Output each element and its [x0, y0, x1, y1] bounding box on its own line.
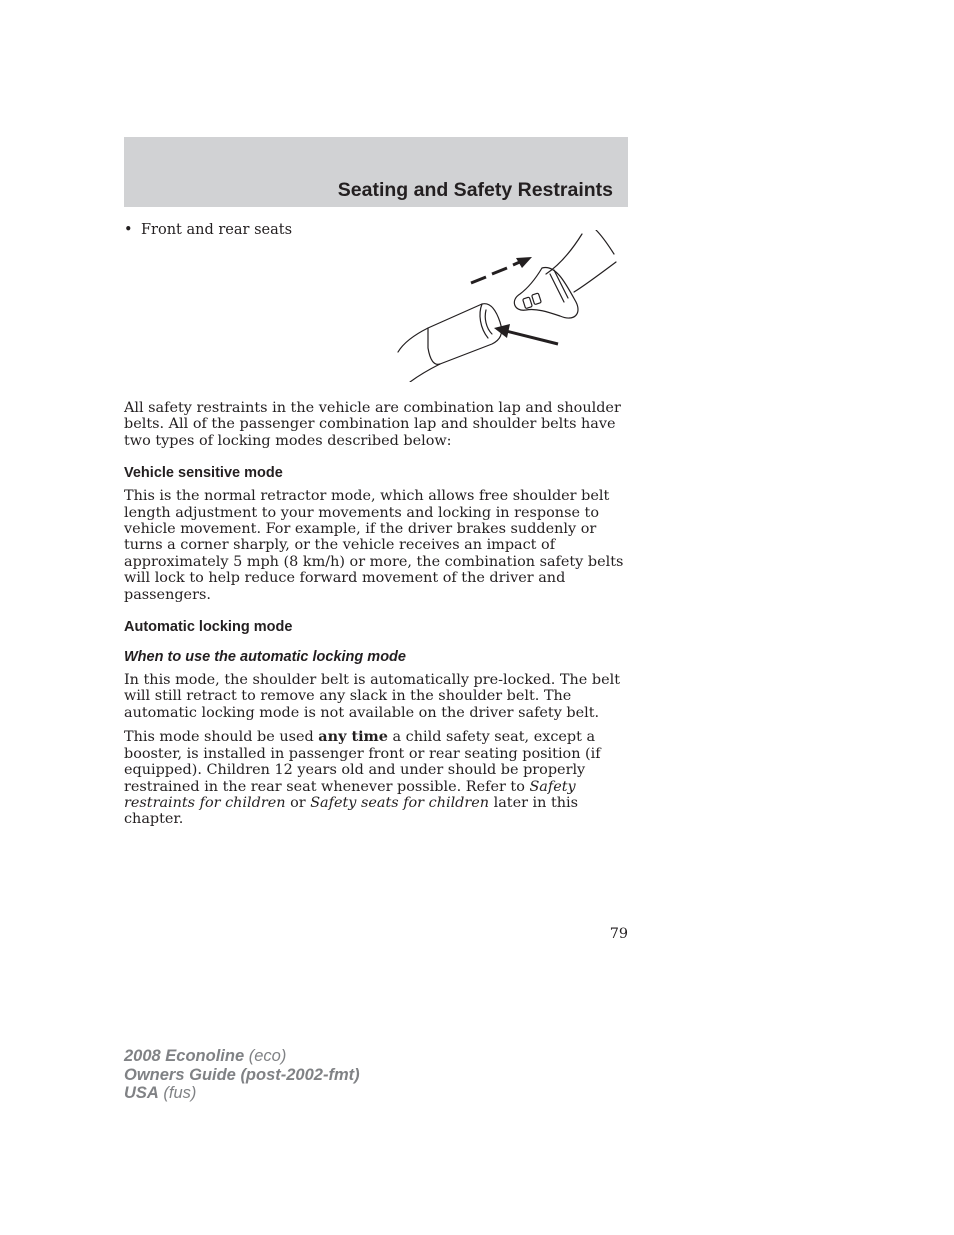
- bullet-text: Front and rear seats: [141, 222, 293, 238]
- emphasis-any-time: any time: [318, 728, 388, 746]
- document-footer: [124, 1047, 360, 1103]
- footer-line-2: [124, 1066, 360, 1085]
- page-number: 79: [609, 926, 628, 942]
- reference-safety-seats-for-children: Safety seats for children: [310, 794, 490, 811]
- vehicle-sensitive-paragraph: This is the normal retractor mode, which allows free shoulder belt length adjustment to your movements and locking in response to vehicle movement. For example, if the driver brakes suddenly or turns a corner sharply, or the vehicle receives an impact of approximately 5 mph (8 km/h) or more, the combination safety belts will lock to help reduce forward movement of the driver and passengers.: [124, 488, 624, 603]
- section-title: Seating and Safety Restraints: [337, 179, 613, 201]
- text-run: or: [285, 794, 311, 811]
- subheading-when-to-use: When to use the automatic locking mode: [124, 649, 406, 666]
- section-header-band: [124, 137, 628, 207]
- footer-guide: Owners Guide (post-2002-fmt): [124, 1065, 360, 1084]
- bullet-item: [124, 221, 292, 239]
- footer-market: USA: [124, 1084, 159, 1102]
- footer-model: 2008 Econoline: [124, 1047, 245, 1065]
- automatic-locking-paragraph-2: [124, 729, 628, 827]
- footer-model-code: (eco): [244, 1047, 287, 1065]
- reference-safety-restraints-for-children: Safety restraints for children: [124, 778, 576, 811]
- text-run: a child safety seat, except a booster, is installed in passenger front or rear seating position (if equipped). Children 12 years old and under should be properly restrained in the rear seat whenever possible. Refer to: [124, 729, 601, 795]
- intro-paragraph: All safety restraints in the vehicle are combination lap and shoulder belts. All of the passenger combination lap and shoulder belts have two types of locking modes described below:: [124, 400, 621, 449]
- bullet-symbol: •: [124, 222, 133, 238]
- text-run: later in this chapter.: [124, 794, 579, 828]
- footer-market-code: (fus): [158, 1084, 197, 1102]
- heading-vehicle-sensitive-mode: Vehicle sensitive mode: [124, 465, 283, 482]
- main-content: [124, 400, 628, 836]
- footer-line-3: [124, 1084, 360, 1103]
- seat-belt-buckle-icon: [396, 230, 622, 382]
- text-run: This mode should be used: [124, 729, 319, 746]
- automatic-locking-paragraph-1: In this mode, the shoulder belt is automatically pre-locked. The belt will still retract to remove any slack in the shoulder belt. The automatic locking mode is not available on the driver safety belt.: [124, 672, 621, 721]
- footer-line-1: [124, 1047, 360, 1066]
- heading-automatic-locking-mode: Automatic locking mode: [124, 619, 293, 636]
